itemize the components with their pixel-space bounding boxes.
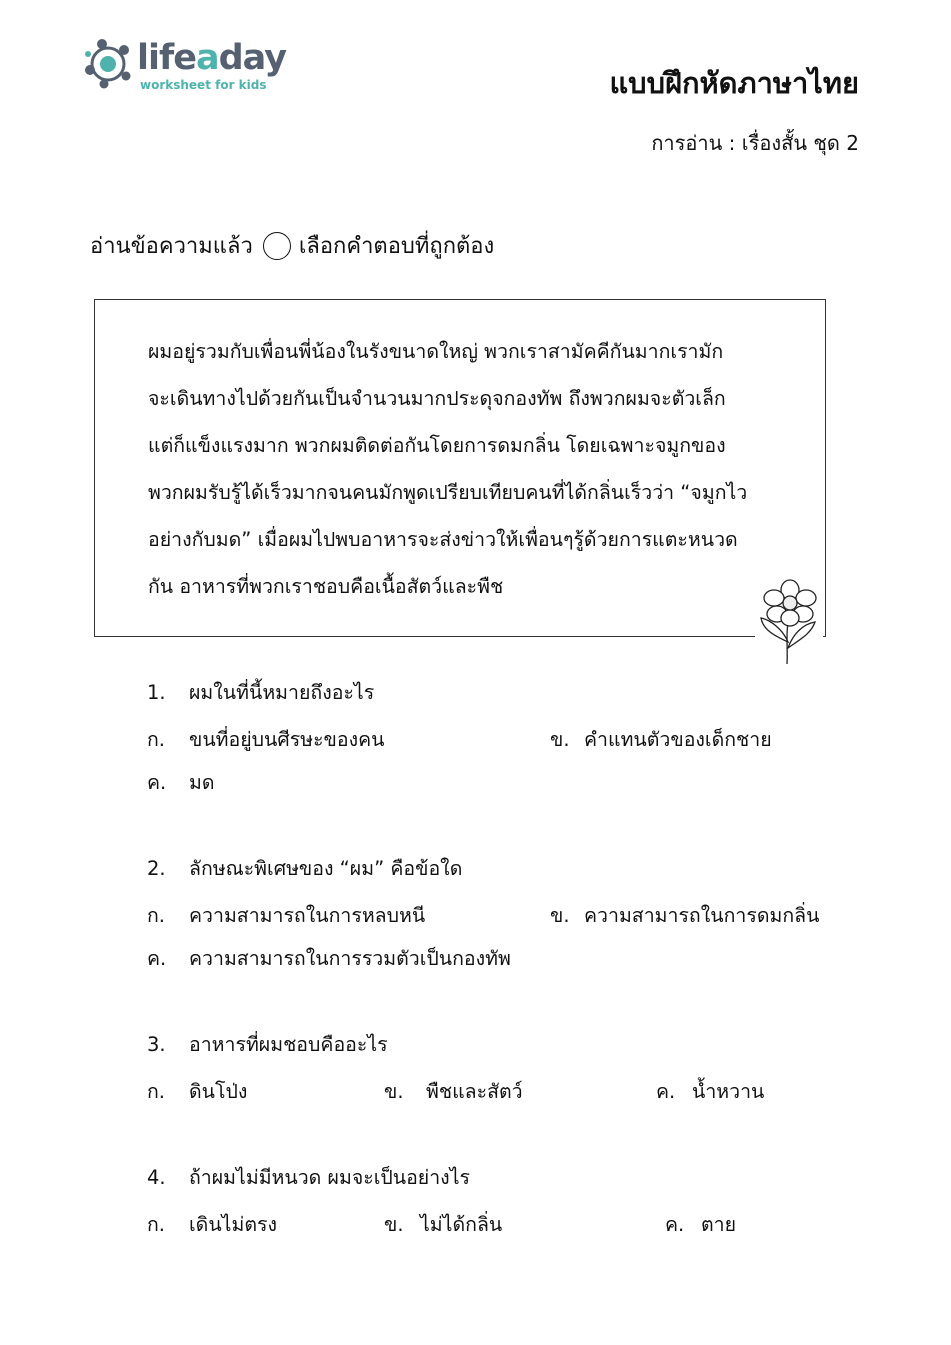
- choice-text: ตาย: [701, 1213, 737, 1236]
- question-text: ถ้าผมไม่มีหนวด ผมจะเป็นอย่างไร: [189, 1166, 470, 1189]
- question-text: ผมในที่นี้หมายถึงอะไร: [189, 681, 375, 704]
- question-4: [147, 1162, 470, 1193]
- choice-1a[interactable]: [147, 724, 384, 755]
- choice-text: ขนที่อยู่บนศีรษะของคน: [189, 728, 385, 751]
- choice-2b[interactable]: [550, 900, 819, 931]
- question-text: ลักษณะพิเศษของ “ผม” คือข้อใด: [189, 857, 463, 880]
- choice-2c[interactable]: [147, 943, 511, 974]
- choice-4b[interactable]: [384, 1209, 502, 1240]
- lifeaday-logo-icon: [82, 36, 136, 92]
- passage-line: อย่างกับมด” เมื่อผมไปพบอาหารจะส่งข่าวให้เพื่อนๆรู้ด้วยการแตะหนวด: [148, 528, 738, 551]
- logo-tagline: worksheet for kids: [140, 78, 267, 92]
- choice-label: ก.: [147, 728, 166, 751]
- logo-wordmark: [137, 38, 286, 78]
- passage-line: แต่ก็แข็งแรงมาก พวกผมติดต่อกันโดยการดมกลิ่น โดยเฉพาะจมูกของ: [148, 434, 726, 457]
- passage-line: จะเดินทางไปด้วยกันเป็นจำนวนมากประดุจกองทัพ ถึงพวกผมจะตัวเล็ก: [148, 387, 726, 410]
- choice-text: ความสามารถในการดมกลิ่น: [584, 904, 820, 927]
- choice-label: ค.: [147, 771, 167, 794]
- choice-text: คำแทนตัวของเด็กชาย: [584, 728, 772, 751]
- choice-text: เดินไม่ตรง: [189, 1213, 277, 1236]
- choice-label: ก.: [147, 1080, 166, 1103]
- choice-text: มด: [189, 771, 215, 794]
- question-number: 3.: [147, 1033, 166, 1056]
- choice-2a[interactable]: [147, 900, 425, 931]
- choice-label: ค.: [656, 1080, 676, 1103]
- choice-4c[interactable]: [665, 1209, 736, 1240]
- question-number: 4.: [147, 1166, 166, 1189]
- instruction: [90, 228, 494, 263]
- question-1: [147, 677, 374, 708]
- flower-icon: [755, 578, 823, 666]
- choice-text: ดินโป่ง: [189, 1080, 248, 1103]
- choice-label: ข.: [384, 1080, 404, 1103]
- choice-label: ค.: [665, 1213, 685, 1236]
- passage-line: ผมอยู่รวมกับเพื่อนพี่น้องในรังขนาดใหญ่ พวกเราสามัคคีกันมากเรามัก: [148, 340, 724, 363]
- question-3: [147, 1029, 388, 1060]
- choice-text: ไม่ได้กลิ่น: [420, 1213, 503, 1236]
- logo-word-accent: a: [195, 38, 219, 78]
- choice-4a[interactable]: [147, 1209, 277, 1240]
- passage-line: พวกผมรับรู้ได้เร็วมากจนคนมักพูดเปรียบเทียบคนที่ได้กลิ่นเร็วว่า “จมูกไว: [148, 481, 748, 504]
- choice-label: ก.: [147, 904, 166, 927]
- choice-text: น้ำหวาน: [692, 1080, 765, 1103]
- passage-box: [94, 299, 826, 637]
- choice-label: ก.: [147, 1213, 166, 1236]
- lifeaday-logo: [82, 36, 287, 96]
- choice-text: พืชและสัตว์: [426, 1080, 523, 1103]
- choice-3c[interactable]: [656, 1076, 764, 1107]
- page-subtitle: การอ่าน : เรื่องสั้น ชุด 2: [651, 131, 859, 155]
- choice-label: ค.: [147, 947, 167, 970]
- question-text: อาหารที่ผมชอบคืออะไร: [189, 1033, 388, 1056]
- instruction-after: เลือกคำตอบที่ถูกต้อง: [298, 234, 495, 259]
- page-title: แบบฝึกหัดภาษาไทย: [609, 66, 859, 100]
- logo-word-end: day: [218, 38, 287, 78]
- question-number: 1.: [147, 681, 166, 704]
- logo-word-start: life: [137, 38, 196, 78]
- instruction-before: อ่านข้อความแล้ว: [90, 234, 253, 259]
- choice-text: ความสามารถในการรวมตัวเป็นกองทัพ: [189, 947, 511, 970]
- choice-1b[interactable]: [550, 724, 772, 755]
- question-number: 2.: [147, 857, 166, 880]
- passage-line: กัน อาหารที่พวกเราชอบคือเนื้อสัตว์และพืช: [148, 575, 504, 598]
- choice-3a[interactable]: [147, 1076, 247, 1107]
- question-2: [147, 853, 462, 884]
- choice-1c[interactable]: [147, 767, 215, 798]
- choice-label: ข.: [550, 728, 570, 751]
- choice-text: ความสามารถในการหลบหนี: [189, 904, 426, 927]
- choice-3b[interactable]: [384, 1076, 523, 1107]
- answer-circle-icon: [263, 232, 291, 260]
- choice-label: ข.: [550, 904, 570, 927]
- choice-label: ข.: [384, 1213, 404, 1236]
